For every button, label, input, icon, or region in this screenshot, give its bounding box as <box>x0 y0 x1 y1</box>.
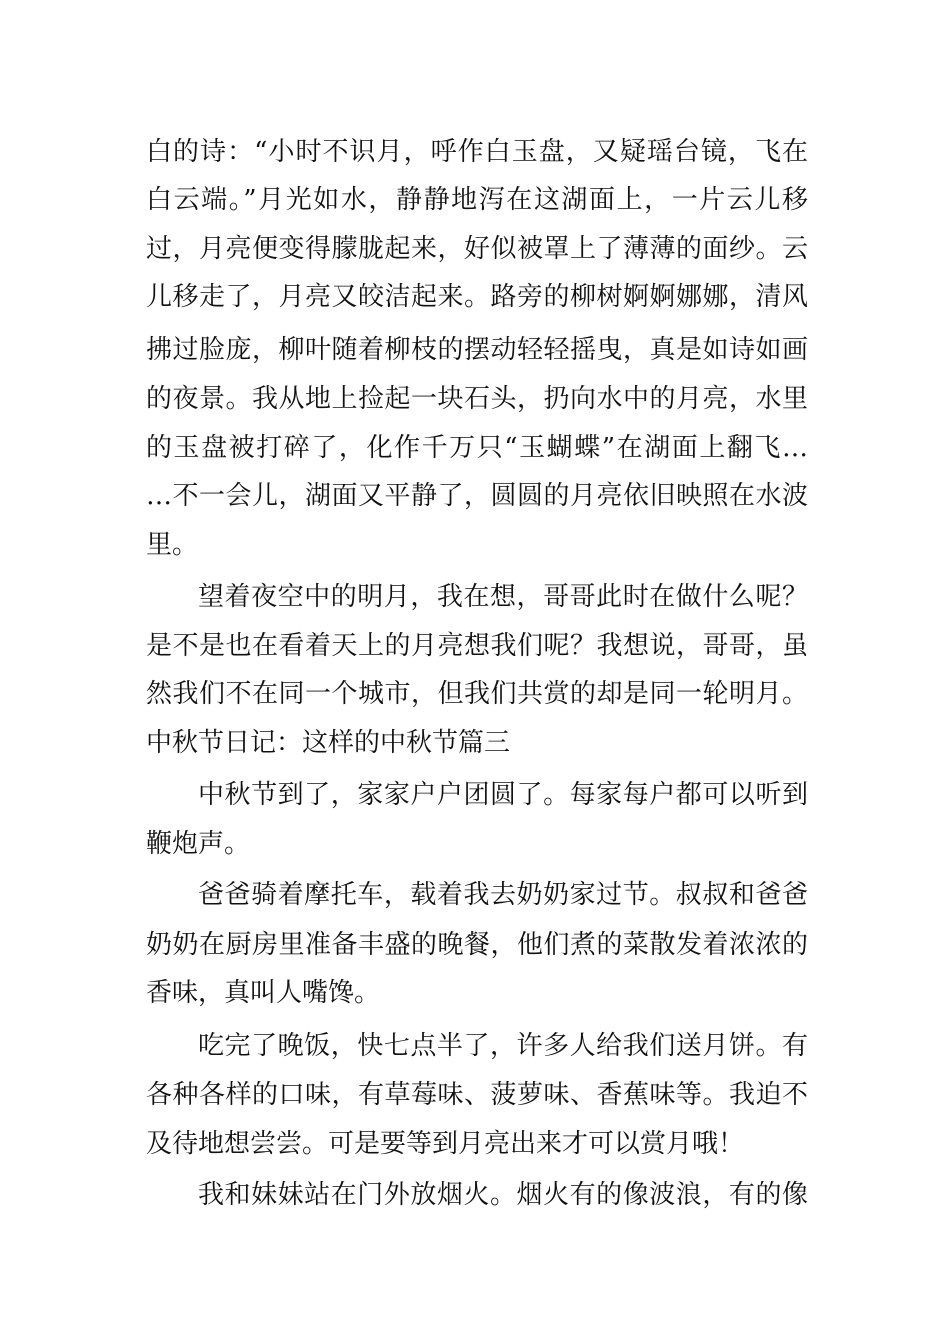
text-line: 的夜景。我从地上捡起一块石头，扔向水中的月亮，水里 <box>146 384 808 414</box>
text-line: …不一会儿，湖面又平静了，圆圆的月亮依旧映照在水波 <box>146 481 808 511</box>
text-line: 各种各样的口味，有草莓味、菠萝味、香蕉味等。我迫不 <box>146 1080 808 1110</box>
text-line: 过，月亮便变得朦胧起来，好似被罩上了薄薄的面纱。云 <box>146 234 808 264</box>
text-line: 鞭炮声。 <box>146 829 251 859</box>
text-line: 的玉盘被打碎了，化作千万只“玉蝴蝶”在湖面上翻飞… <box>146 433 808 463</box>
text-line: 奶奶在厨房里准备丰盛的晚餐，他们煮的菜散发着浓浓的 <box>146 930 808 960</box>
text-line: 拂过脸庞，柳叶随着柳枝的摆动轻轻摇曳，真是如诗如画 <box>146 335 808 365</box>
section-heading: 中秋节日记：这样的中秋节篇三 <box>146 728 511 758</box>
text-line: 白云端。”月光如水，静静地泻在这湖面上，一片云儿移 <box>146 185 808 215</box>
paragraph-first-line: 中秋节到了，家家户户团圆了。每家每户都可以听到 <box>198 780 808 810</box>
paragraph-first-line: 爸爸骑着摩托车，载着我去奶奶家过节。叔叔和爸爸 <box>198 880 808 910</box>
text-line: 香味，真叫人嘴馋。 <box>146 978 381 1008</box>
text-line: 是不是也在看着天上的月亮想我们呢？我想说，哥哥，虽 <box>146 631 808 661</box>
text-line: 白的诗：“小时不识月，呼作白玉盘，又疑瑶台镜，飞在 <box>146 137 808 167</box>
text-line: 及待地想尝尝。可是要等到月亮出来才可以赏月哦！ <box>146 1129 745 1159</box>
paragraph-first-line: 吃完了晚饭，快七点半了，许多人给我们送月饼。有 <box>198 1031 808 1061</box>
text-line: 然我们不在同一个城市，但我们共赏的却是同一轮明月。 <box>146 679 808 709</box>
paragraph-first-line: 望着夜空中的明月，我在想，哥哥此时在做什么呢？ <box>198 582 808 612</box>
text-line: 里。 <box>146 530 199 560</box>
paragraph-first-line: 我和妹妹站在门外放烟火。烟火有的像波浪，有的像 <box>198 1180 808 1210</box>
text-line: 儿移走了，月亮又皎洁起来。路旁的柳树婀婀娜娜，清风 <box>146 282 808 312</box>
